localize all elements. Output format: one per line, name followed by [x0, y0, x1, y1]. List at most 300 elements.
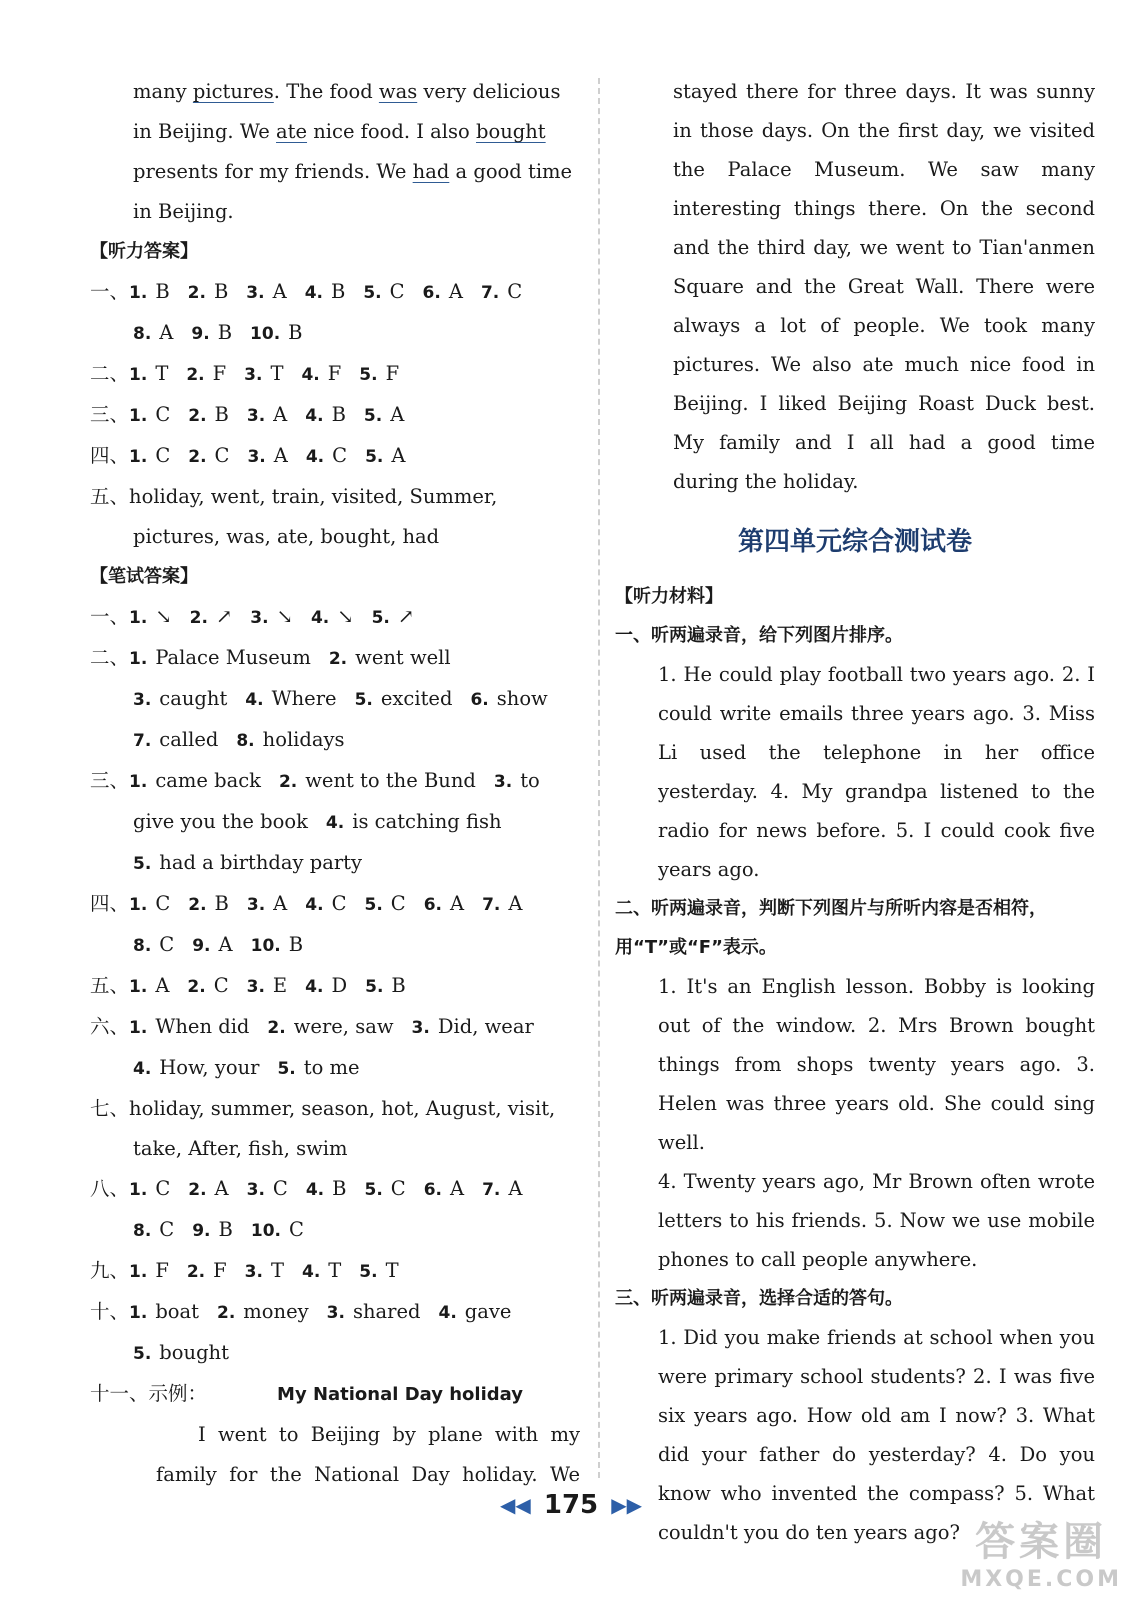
item-number: 8.: [133, 936, 152, 956]
right-column: [615, 72, 1095, 1552]
answer-item: [279, 769, 476, 792]
answer-item: [133, 728, 218, 751]
answer-item: [133, 1218, 174, 1241]
answer-item: [364, 1177, 405, 1200]
prev-page-icon[interactable]: ◀◀: [500, 1493, 531, 1517]
item-answer: ↘: [276, 605, 293, 628]
answer-item: [247, 974, 288, 997]
item-answer: C: [332, 444, 348, 467]
item-answer: B: [213, 280, 229, 303]
item-number: 4.: [305, 895, 324, 915]
item-answer: A: [214, 1177, 229, 1200]
item-answer: B: [217, 321, 233, 344]
answer-row: 五、holiday, went, train, visited, Summer,: [90, 485, 498, 508]
item-answer: T: [385, 1259, 399, 1282]
essay-title: My National Day holiday: [277, 1384, 523, 1405]
answer-row: take, After, fish, swim: [133, 1137, 348, 1160]
answer-item: [301, 362, 341, 385]
answer-row: [90, 1048, 580, 1089]
item-number: 1.: [129, 608, 148, 628]
section-1-text: 1. He could play football two years ago. 2. I could write emails three years ago. 3. Miss Li used the telephone in her office yesterday. 4. My grandpa listened to the radio for news before. 5. I could cook five years ago.: [658, 663, 1095, 881]
item-number: 5.: [354, 690, 373, 710]
answer-item: [439, 1300, 512, 1323]
item-number: 5.: [359, 365, 378, 385]
answer-item: [133, 1056, 259, 1079]
answer-row: [90, 597, 580, 638]
item-answer: B: [391, 974, 406, 997]
item-answer: boat: [155, 1300, 199, 1323]
item-answer: When did: [155, 1015, 250, 1038]
item-answer: ↗: [215, 605, 233, 628]
answer-row: [90, 1374, 580, 1415]
answer-row: pictures, was, ate, bought, had: [133, 525, 440, 548]
essay-line: I went to Beijing by plane with my: [198, 1423, 580, 1446]
item-number: 5.: [133, 854, 152, 874]
answer-item: [133, 321, 173, 344]
answer-item: [247, 403, 287, 426]
answer-row: [90, 802, 580, 843]
answer-item: [251, 1218, 304, 1241]
answer-item: [326, 810, 502, 833]
item-answer: B: [218, 1218, 233, 1241]
watermark-logo: 答案圈 MXQE.COM: [960, 1519, 1122, 1592]
item-answer: F: [385, 362, 400, 385]
item-answer: T: [270, 362, 284, 385]
item-number: 8.: [133, 324, 152, 344]
item-number: 1.: [129, 406, 148, 426]
item-number: 1.: [129, 1303, 148, 1323]
section-number: 四、: [90, 892, 130, 915]
answer-item: [306, 1177, 347, 1200]
item-number: 2.: [186, 365, 205, 385]
essay-line: in Beijing.: [133, 200, 234, 223]
item-answer: A: [391, 444, 406, 467]
item-answer: T: [270, 1259, 284, 1282]
answer-item: [129, 403, 170, 426]
item-answer: shared: [352, 1300, 421, 1323]
item-number: 9.: [191, 324, 210, 344]
item-number: 1.: [129, 365, 148, 385]
section-2-text-cont: 4. Twenty years ago, Mr Brown often wrote letters to his friends. 5. Now we use mobile phones to call people anywhere.: [658, 1170, 1095, 1271]
section-number: 七、: [90, 1097, 130, 1120]
answer-item: [129, 444, 170, 467]
section-number: 六、: [90, 1015, 130, 1038]
item-answer: ↗: [397, 605, 415, 628]
next-page-icon[interactable]: ▶▶: [611, 1493, 642, 1517]
item-answer: came back: [155, 769, 261, 792]
answer-item: [311, 605, 354, 628]
item-answer: T: [155, 362, 169, 385]
answer-item: [192, 1218, 233, 1241]
answer-item: [305, 892, 346, 915]
section-number: 十、: [90, 1300, 130, 1323]
item-answer: excited: [380, 687, 453, 710]
item-number: 7.: [482, 1180, 501, 1200]
item-answer: show: [496, 687, 548, 710]
item-answer: B: [214, 403, 229, 426]
item-number: 6.: [470, 690, 489, 710]
answer-item: [250, 321, 302, 344]
written-section-8-cont: [90, 1210, 580, 1251]
item-answer: Where: [271, 687, 337, 710]
answer-item: [188, 403, 229, 426]
written-section-8: [90, 1169, 580, 1210]
item-number: 5.: [371, 608, 390, 628]
item-number: 2.: [188, 406, 207, 426]
item-number: 3.: [247, 447, 266, 467]
page-number: 175: [543, 1490, 599, 1520]
item-answer: F: [327, 362, 342, 385]
item-answer: B: [332, 1177, 347, 1200]
answer-item: [247, 892, 287, 915]
item-number: 4.: [305, 447, 325, 467]
answer-item: [133, 1341, 229, 1364]
item-answer: F: [212, 362, 227, 385]
item-number: 5.: [277, 1059, 296, 1079]
section-number: 四、: [90, 444, 130, 467]
item-number: 3.: [246, 283, 265, 303]
answer-item: [412, 1015, 534, 1038]
unit-test-title: 第四单元综合测试卷: [737, 527, 972, 557]
item-number: 5.: [363, 406, 383, 426]
item-answer: went to the Bund: [305, 769, 476, 792]
answer-item: [129, 646, 311, 669]
written-section-4-cont: [90, 925, 580, 966]
section-number: 二、: [90, 362, 130, 385]
written-section-4: [90, 884, 580, 925]
answer-item: [481, 280, 522, 303]
answer-item: [133, 933, 174, 956]
item-number: 5.: [364, 1180, 383, 1200]
item-answer: A: [450, 1177, 465, 1200]
item-answer: is catching fish: [352, 810, 502, 833]
item-answer: A: [159, 321, 174, 344]
item-number: 2.: [188, 895, 207, 915]
item-number: 3.: [244, 1262, 263, 1282]
item-number: 5.: [364, 895, 383, 915]
item-number: 1.: [129, 447, 148, 467]
item-number: 9.: [192, 936, 211, 956]
answer-item: [244, 362, 283, 385]
item-number: 2.: [328, 649, 348, 669]
answer-row: [90, 313, 580, 354]
item-number: 2.: [217, 1303, 236, 1323]
answer-item: [364, 892, 405, 915]
item-number: 4.: [301, 365, 320, 385]
answer-row: [90, 843, 580, 884]
answer-item: [424, 892, 464, 915]
answer-item: [302, 1259, 341, 1282]
item-answer: C: [272, 1177, 288, 1200]
item-answer: A: [273, 444, 288, 467]
item-number: 3.: [246, 406, 266, 426]
answer-item: [247, 1177, 288, 1200]
item-number: 7.: [133, 731, 152, 751]
item-number: 3.: [133, 690, 152, 710]
answer-row: [90, 1333, 580, 1374]
answer-item: [188, 1177, 228, 1200]
item-answer: C: [214, 444, 230, 467]
item-number: 5.: [363, 283, 382, 303]
item-number: 4.: [305, 406, 324, 426]
item-answer: to: [520, 769, 540, 792]
item-number: 2.: [187, 283, 206, 303]
item-number: 8.: [236, 731, 255, 751]
item-number: 4.: [325, 813, 345, 833]
item-answer: F: [213, 1259, 227, 1282]
answer-item: [329, 646, 451, 669]
answer-row: [90, 1169, 580, 1210]
answer-row: [90, 436, 580, 477]
item-answer: money: [243, 1300, 309, 1323]
item-number: 1.: [129, 977, 148, 997]
item-number: 10.: [250, 1221, 281, 1241]
item-number: 1.: [129, 283, 148, 303]
listening-answers: [90, 272, 580, 477]
item-number: 2.: [187, 977, 206, 997]
item-number: 5.: [133, 1344, 152, 1364]
answer-row: [90, 720, 580, 761]
answer-item: [246, 280, 286, 303]
answer-item: [365, 444, 405, 467]
item-number: 4.: [245, 690, 264, 710]
item-answer: give you the book: [133, 810, 308, 833]
answer-row: [90, 638, 580, 679]
item-answer: C: [288, 1218, 304, 1241]
answer-item: [250, 605, 293, 628]
answer-item: [245, 1259, 284, 1282]
answer-item: [129, 1259, 169, 1282]
answer-row: [90, 1210, 580, 1251]
item-number: 3.: [244, 365, 263, 385]
item-number: 2.: [267, 1018, 286, 1038]
item-number: 5.: [365, 447, 384, 467]
item-number: 1.: [129, 1018, 148, 1038]
item-number: 6.: [423, 895, 442, 915]
section-1-title: 一、听两遍录音，给下列图片排序。: [615, 625, 903, 646]
answer-item: [190, 605, 233, 628]
section-number: 九、: [90, 1259, 130, 1282]
section-number: 二、: [90, 646, 130, 669]
answer-item: [359, 1259, 398, 1282]
section-2-text: 1. It's an English lesson. Bobby is looking out of the window. 2. Mrs Brown bought things from shops twenty years ago. 3. Helen was three years old. She could sing well.: [658, 975, 1095, 1154]
answer-row: [90, 1251, 580, 1292]
section-number: 五、: [90, 485, 130, 508]
item-answer: A: [448, 280, 463, 303]
item-answer: C: [331, 892, 347, 915]
item-answer: C: [155, 444, 171, 467]
item-number: 4.: [305, 977, 324, 997]
item-answer: called: [159, 728, 219, 751]
answer-row: [90, 395, 580, 436]
written-section-9: [90, 1251, 580, 1292]
answer-item: [363, 280, 404, 303]
answer-row: [90, 354, 580, 395]
item-answer: A: [218, 933, 233, 956]
section-3-text: 1. Did you make friends at school when you were primary school students? 2. I was five six years ago. How old am I now? 3. What did your father do yesterday? 4. Do you know who invented the compass? 5. What couldn't you do ten years ago?: [658, 1326, 1095, 1544]
answer-item: [133, 851, 362, 874]
item-answer: ↘: [155, 605, 172, 628]
item-number: 10.: [250, 324, 281, 344]
answer-item: [424, 1177, 464, 1200]
listening-materials-header: 【听力材料】: [615, 586, 723, 607]
item-answer: B: [288, 933, 304, 956]
answer-item: [267, 1015, 393, 1038]
item-answer: C: [213, 974, 229, 997]
section-number: 八、: [90, 1177, 130, 1200]
item-number: 3.: [411, 1018, 430, 1038]
left-column: [90, 72, 580, 1495]
item-answer: A: [273, 892, 288, 915]
item-number: 1.: [129, 1180, 148, 1200]
answer-item: [129, 605, 172, 628]
item-number: 2.: [186, 1262, 206, 1282]
item-answer: to me: [303, 1056, 360, 1079]
item-number: 9.: [192, 1221, 211, 1241]
answer-item: [129, 1300, 199, 1323]
example-label: 示例：: [148, 1382, 208, 1405]
answer-row: [90, 272, 580, 313]
item-answer: bought: [159, 1341, 229, 1364]
answer-row: [90, 679, 580, 720]
section-2-title: 二、听两遍录音，判断下列图片与所听内容是否相符，用“T”或“F”表示。: [615, 898, 1047, 958]
answer-row: 七、holiday, summer, season, hot, August, visit,: [90, 1097, 556, 1120]
item-number: 3.: [246, 895, 266, 915]
written-section-5: [90, 966, 580, 1007]
item-answer: T: [328, 1259, 342, 1282]
item-number: 2.: [188, 447, 207, 467]
item-number: 3.: [246, 1180, 265, 1200]
item-answer: A: [390, 403, 405, 426]
answer-item: [470, 687, 547, 710]
item-answer: A: [273, 403, 288, 426]
item-answer: A: [155, 974, 170, 997]
item-answer: gave: [464, 1300, 512, 1323]
item-number: 4.: [310, 608, 330, 628]
item-number: 1.: [129, 1262, 148, 1282]
item-answer: C: [155, 1177, 171, 1200]
item-answer: C: [390, 892, 406, 915]
item-answer: A: [272, 280, 287, 303]
answer-item: [305, 974, 347, 997]
section-number: 三、: [90, 769, 130, 792]
item-answer: ↘: [337, 605, 354, 628]
item-answer: C: [155, 892, 171, 915]
item-number: 1.: [129, 649, 148, 669]
answer-item: [305, 403, 346, 426]
item-answer: A: [508, 892, 523, 915]
answer-row: [90, 1292, 580, 1333]
answer-item: [372, 605, 415, 628]
section-number: 一、: [90, 280, 130, 303]
answer-item: [355, 687, 453, 710]
answer-item: [129, 1177, 170, 1200]
item-answer: went well: [355, 646, 451, 669]
item-answer: B: [214, 892, 229, 915]
item-answer: A: [508, 1177, 523, 1200]
item-answer: C: [159, 1218, 175, 1241]
answer-item: [129, 362, 168, 385]
item-number: 2.: [278, 772, 298, 792]
item-number: 3.: [246, 977, 265, 997]
item-number: 8.: [133, 1221, 152, 1241]
item-number: 7.: [480, 283, 500, 303]
item-answer: B: [330, 280, 346, 303]
item-answer: D: [331, 974, 348, 997]
answer-item: [188, 444, 229, 467]
answer-item: [365, 974, 406, 997]
answer-item: [305, 280, 346, 303]
item-answer: B: [331, 403, 346, 426]
item-number: 2.: [189, 608, 208, 628]
answer-item: [187, 1259, 227, 1282]
item-answer: were, saw: [293, 1015, 394, 1038]
answer-item: [191, 321, 232, 344]
answer-item: [186, 362, 226, 385]
essay-line: presents for my friends. We had a good time: [133, 160, 573, 183]
section-number: 十一、: [90, 1382, 149, 1405]
section-number: 五、: [90, 974, 130, 997]
answer-item: [482, 1177, 522, 1200]
item-answer: C: [159, 933, 175, 956]
answer-row: [90, 761, 580, 802]
answer-item: [217, 1300, 309, 1323]
section-number: 三、: [90, 403, 130, 426]
answer-item: [364, 403, 404, 426]
item-number: 4.: [438, 1303, 457, 1323]
answer-item: [277, 1056, 359, 1079]
item-number: 6.: [423, 1180, 442, 1200]
answer-item: [482, 892, 522, 915]
answer-item: [327, 1300, 421, 1323]
item-number: 3.: [326, 1303, 345, 1323]
item-number: 7.: [482, 895, 501, 915]
answer-row: [90, 966, 580, 1007]
answer-item: [247, 444, 287, 467]
answer-item: [129, 974, 169, 997]
item-number: 6.: [422, 283, 441, 303]
answer-item: [236, 728, 344, 751]
answer-item: [192, 933, 232, 956]
item-answer: Did, wear: [437, 1015, 534, 1038]
item-answer: Palace Museum: [155, 646, 311, 669]
item-answer: E: [272, 974, 288, 997]
item-number: 10.: [250, 936, 281, 956]
item-number: 4.: [133, 1059, 152, 1079]
item-answer: C: [390, 1177, 406, 1200]
item-answer: B: [288, 321, 303, 344]
answer-row: [90, 1007, 580, 1048]
item-number: 4.: [301, 1262, 321, 1282]
answer-row: [90, 884, 580, 925]
listening-answers-header: 【听力答案】: [90, 241, 198, 262]
item-number: 2.: [188, 1180, 207, 1200]
item-number: 4.: [305, 1180, 325, 1200]
item-answer: C: [389, 280, 405, 303]
answer-item: [129, 769, 261, 792]
essay-continuation: stayed there for three days. It was sunny in those days. On the first day, we visited the Palace Museum. We saw many interesting things there. On the second and the third day, we went to Tian'anmen Square and the Great Wall. There were always a lot of people. We took many pictures. We also ate much nice food in Beijing. I liked Beijing Roast Duck best. My family and I all had a good time during the holiday.: [673, 80, 1095, 493]
answer-row: [90, 925, 580, 966]
answer-item: [423, 280, 463, 303]
essay-line: family for the National Day holiday. We: [156, 1463, 580, 1486]
section-3-title: 三、听两遍录音，选择合适的答句。: [615, 1288, 903, 1309]
item-number: 1.: [129, 772, 148, 792]
item-number: 3.: [250, 608, 269, 628]
item-answer: C: [155, 403, 171, 426]
item-answer: F: [155, 1259, 169, 1282]
written-answers-header: 【笔试答案】: [90, 566, 198, 587]
answer-item: [188, 892, 229, 915]
